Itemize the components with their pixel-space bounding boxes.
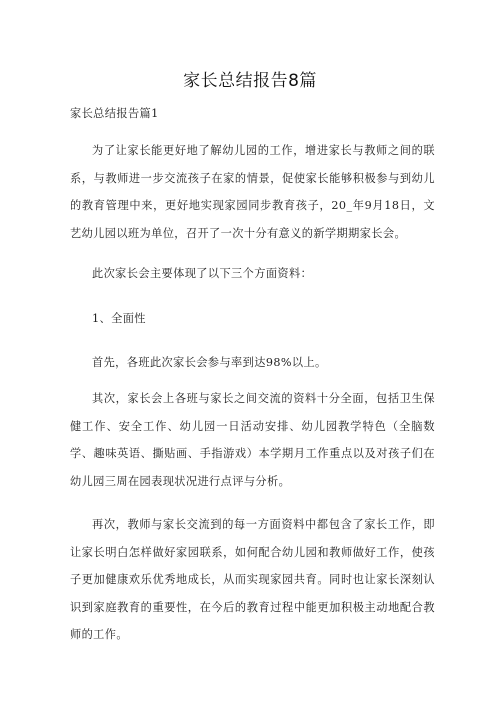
document-title: 家长总结报告8篇 — [183, 71, 317, 91]
paragraph-first: 首先，各班此次家长会参与率到达98%以上。 — [92, 356, 327, 369]
list-heading-1: 1、全面性 — [92, 312, 146, 325]
paragraph-third: 再次，教师与家长交流到的每一方面资料中都包含了家长工作，即让家长明白怎样做好家园联系，如何配合幼儿园和教师做好工作，使孩子更加健康欢乐优秀地成长，从而实现家园共育。同时也让家长深刻认识到家庭教育的重要性，在今后的教育过程中能更加积极主动地配合教师的工作。 — [70, 518, 435, 641]
paragraph-second: 其次，家长会上各班与家长之间交流的资料十分全面，包括卫生保健工作、安全工作、幼儿园一日活动安排、幼儿园教学特色（全脑数学、趣味英语、撕贴画、手指游戏）本学期月工作重点以及对孩子们在幼儿园三周在园表现状况进行点评与分析。 — [70, 392, 435, 488]
paragraph-overview: 此次家长会主要体现了以下三个方面资料： — [92, 267, 313, 280]
paragraph-intro: 为了让家长能更好地了解幼儿园的工作，增进家长与教师之间的联系，与教师进一步交流孩子在家的情景，促使家长能够积极参与到幼儿的教育管理中来，更好地实现家园同步教育孩子，20_年9月18日，文艺幼儿园以班为单位，召开了一次十分有意义的新学期期家长会。 — [70, 144, 435, 240]
section-heading: 家长总结报告篇1 — [70, 107, 159, 120]
